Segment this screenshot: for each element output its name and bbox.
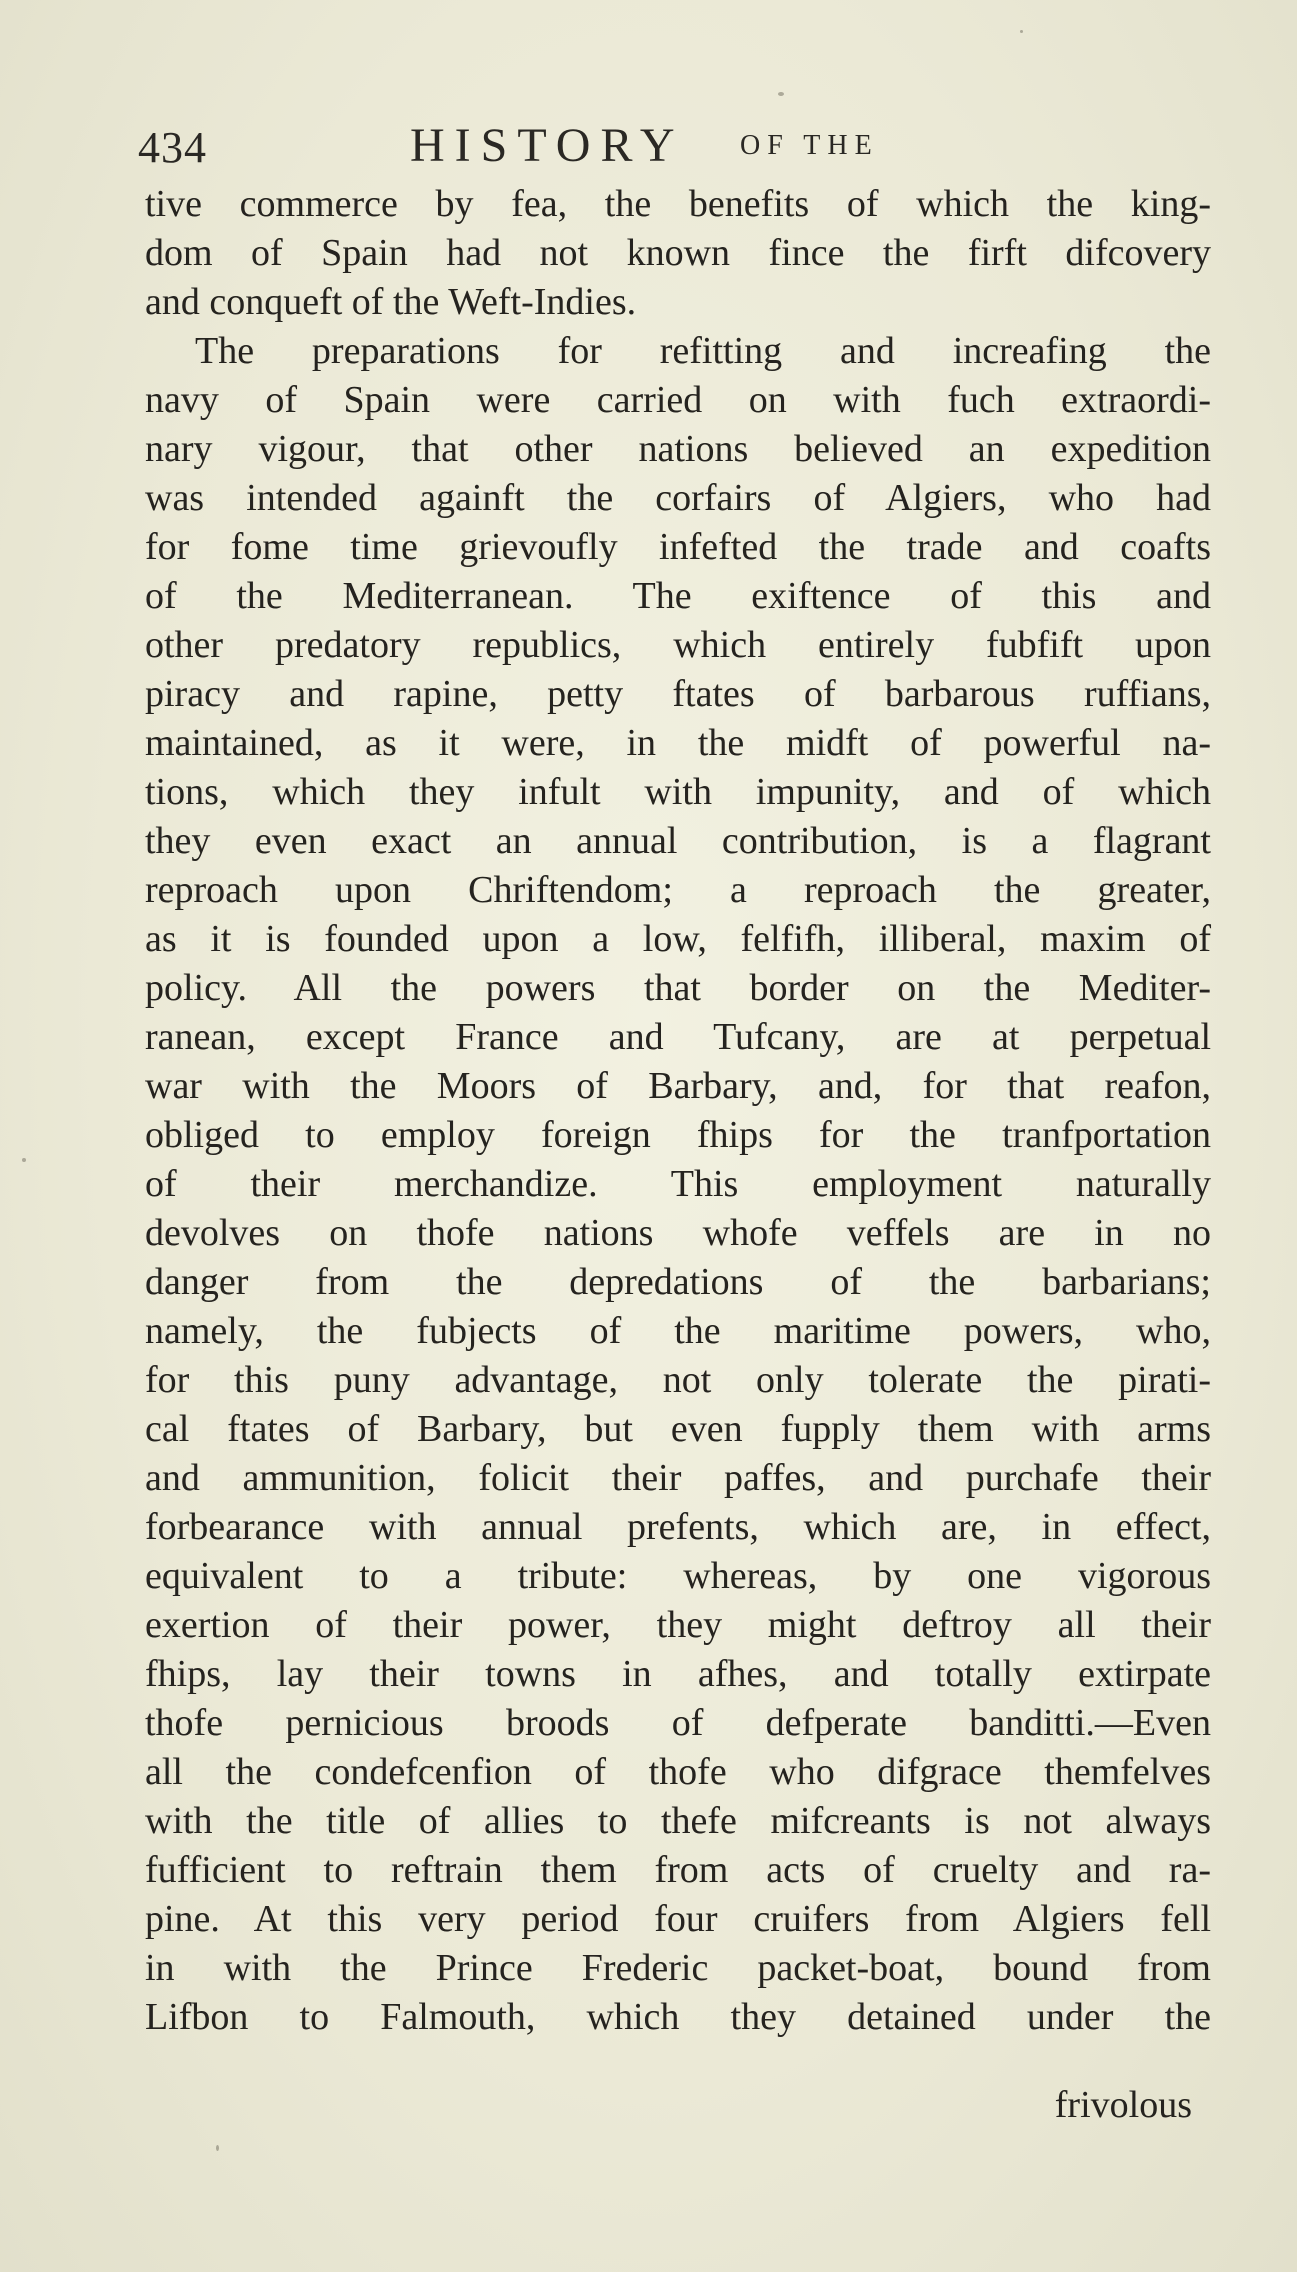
paper-speck — [216, 2145, 219, 2151]
text-line: and ammunition, folicit their paffes, and purchafe their — [145, 1457, 1211, 1499]
text-line: all the condefcenfion of thofe who difgrace themfelves — [145, 1751, 1211, 1793]
text-line: war with the Moors of Barbary, and, for that reafon, — [145, 1065, 1211, 1107]
text-line: equivalent to a tribute: whereas, by one vigorous — [145, 1555, 1211, 1597]
catchword: frivolous — [1054, 2084, 1192, 2126]
text-line: Lifbon to Falmouth, which they detained under the — [145, 1996, 1211, 2038]
text-line: tions, which they infult with impunity, and of which — [145, 771, 1211, 813]
text-line: fufficient to reftrain them from acts of cruelty and ra- — [145, 1849, 1211, 1891]
text-line: with the title of allies to thefe mifcreants is not always — [145, 1800, 1211, 1842]
paper-speck — [22, 1158, 26, 1162]
text-line: The preparations for refitting and increafing the — [195, 330, 1211, 372]
text-line: pine. At this very period four cruifers from Algiers fell — [145, 1898, 1211, 1940]
text-line: for fome time grievoufly infefted the trade and coafts — [145, 526, 1211, 568]
text-line: devolves on thofe nations whofe veffels are in no — [145, 1212, 1211, 1254]
text-line: was intended againft the corfairs of Algiers, who had — [145, 477, 1211, 519]
text-line: danger from the depredations of the barbarians; — [145, 1261, 1211, 1303]
text-line: cal ftates of Barbary, but even fupply them with arms — [145, 1408, 1211, 1450]
text-line: for this puny advantage, not only tolerate the pirati- — [145, 1359, 1211, 1401]
text-line: in with the Prince Frederic packet-boat, bound from — [145, 1947, 1211, 1989]
text-line: other predatory republics, which entirely fubfift upon — [145, 624, 1211, 666]
text-line: dom of Spain had not known fince the firft difcovery — [145, 232, 1211, 274]
page-number: 434 — [138, 123, 207, 172]
text-line: exertion of their power, they might deftroy all their — [145, 1604, 1211, 1646]
text-line: and conqueft of the Weft-Indies. — [145, 281, 637, 323]
text-line: thofe pernicious broods of defperate banditti.—Even — [145, 1702, 1211, 1744]
text-line: obliged to employ foreign fhips for the tranfportation — [145, 1114, 1211, 1156]
text-line: policy. All the powers that border on the Mediter- — [145, 967, 1211, 1009]
text-line: reproach upon Chriftendom; a reproach the greater, — [145, 869, 1211, 911]
text-line: nary vigour, that other nations believed an expedition — [145, 428, 1211, 470]
text-line: forbearance with annual prefents, which are, in effect, — [145, 1506, 1211, 1548]
running-title-suffix: OF THE — [740, 130, 879, 161]
paper-speck — [778, 92, 784, 96]
running-head — [138, 118, 1198, 178]
text-line: as it is founded upon a low, felfifh, illiberal, maxim of — [145, 918, 1211, 960]
text-line: piracy and rapine, petty ftates of barbarous ruffians, — [145, 673, 1211, 715]
text-line: fhips, lay their towns in afhes, and totally extirpate — [145, 1653, 1211, 1695]
text-line: of the Mediterranean. The exiftence of this and — [145, 575, 1211, 617]
text-line: namely, the fubjects of the maritime powers, who, — [145, 1310, 1211, 1352]
text-line: tive commerce by fea, the benefits of which the king- — [145, 183, 1211, 225]
text-line: they even exact an annual contribution, is a flagrant — [145, 820, 1211, 862]
running-title: HISTORY — [410, 119, 685, 172]
text-line: navy of Spain were carried on with fuch extraordi- — [145, 379, 1211, 421]
text-line: of their merchandize. This employment naturally — [145, 1163, 1211, 1205]
text-line: ranean, except France and Tufcany, are at perpetual — [145, 1016, 1211, 1058]
body-text — [145, 180, 1211, 2042]
paper-speck — [1020, 30, 1023, 33]
text-line: maintained, as it were, in the midft of powerful na- — [145, 722, 1211, 764]
